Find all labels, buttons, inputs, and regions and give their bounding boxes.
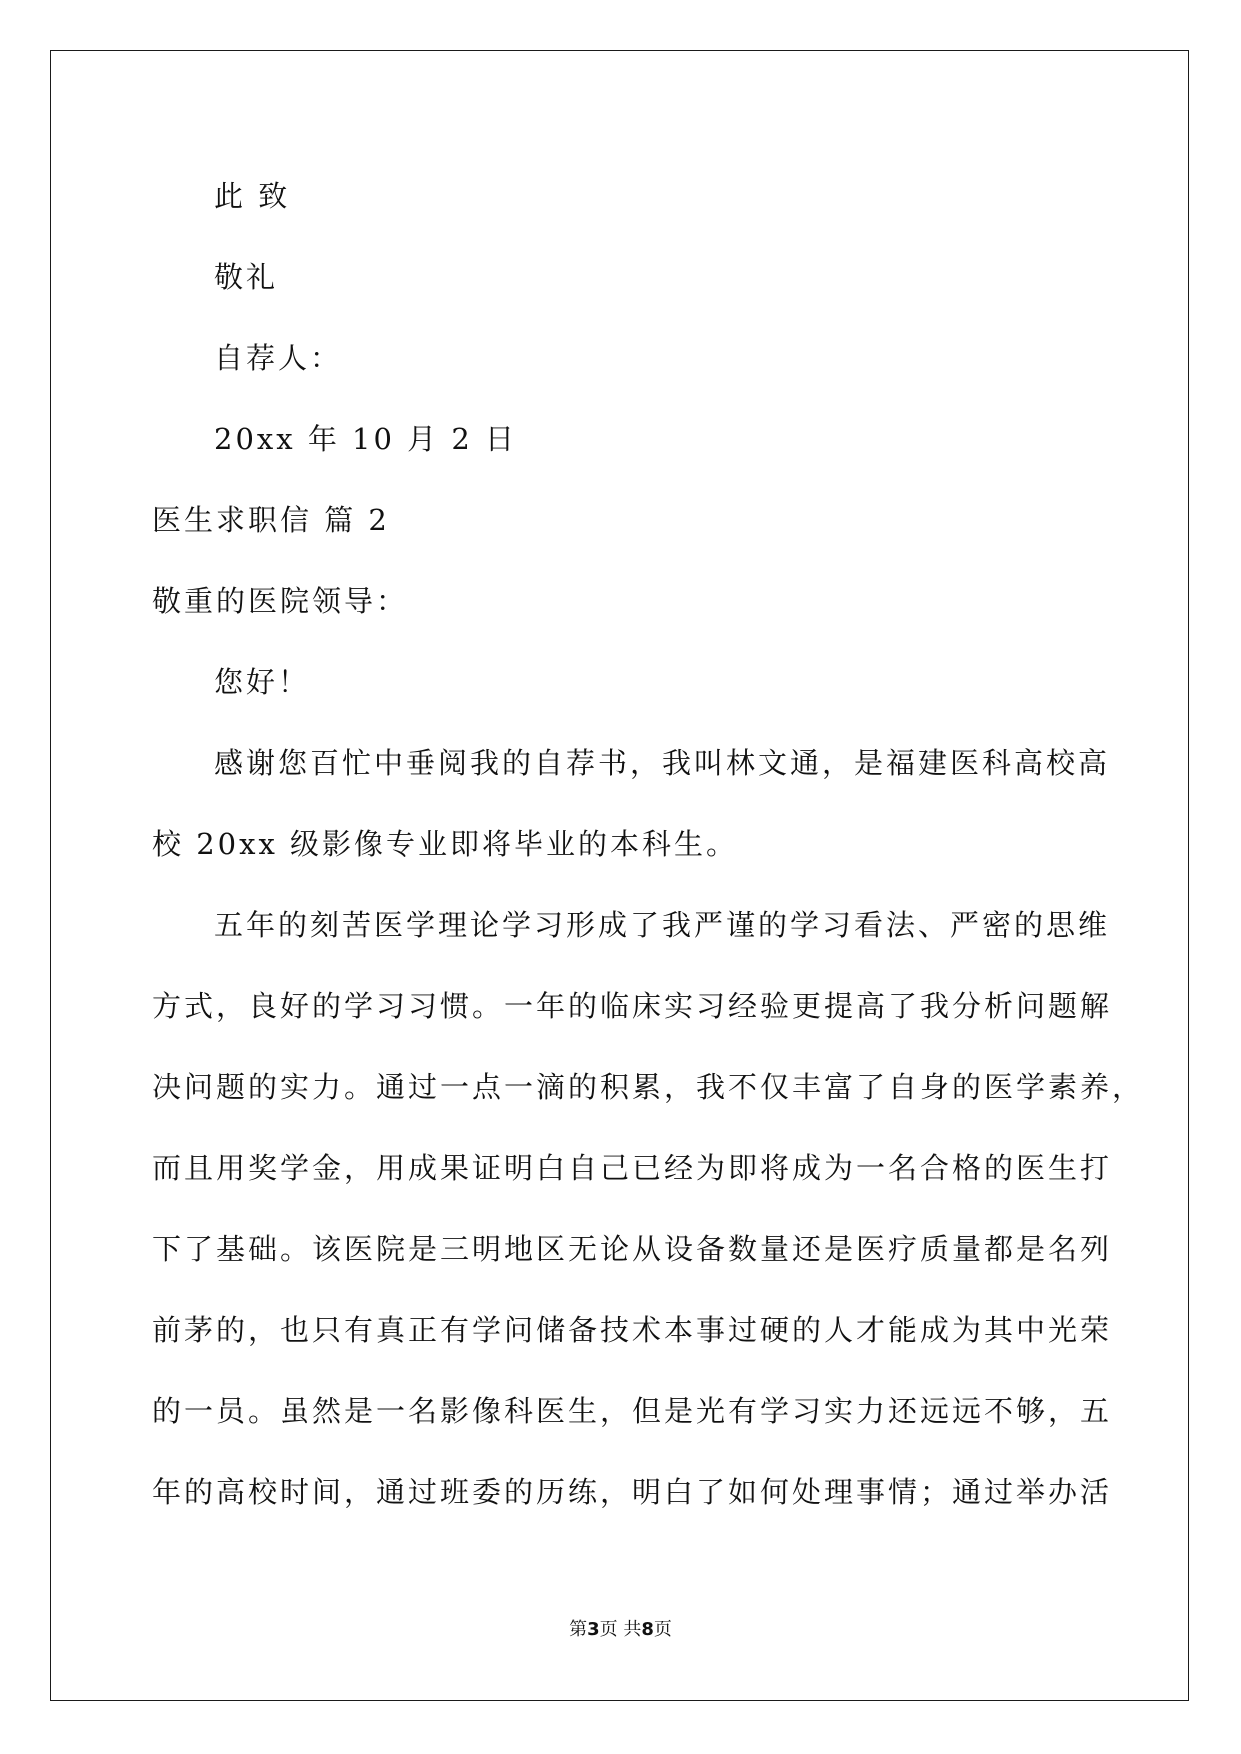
page-prefix: 第 (569, 1619, 588, 1640)
paragraph-line: 下了基础。该医院是三明地区无论从设备数量还是医疗质量都是名列 (152, 1232, 1113, 1266)
paragraph-line: 方式，良好的学习习惯。一年的临床实习经验更提高了我分析问题解 (152, 989, 1113, 1023)
section-title: 医生求职信 篇 2 (152, 503, 390, 537)
total-page-number: 8 (641, 1619, 654, 1640)
paragraph-line: 而且用奖学金，用成果证明白自己已经为即将成为一名合格的医生打 (152, 1151, 1113, 1185)
paragraph-line: 五年的刻苦医学理论学习形成了我严谨的学习看法、严密的思维 (214, 908, 1111, 942)
date-line: 20xx 年 10 月 2 日 (214, 422, 518, 456)
paragraph-line: 前茅的，也只有真正有学问储备技术本事过硬的人才能成为其中光荣 (152, 1313, 1113, 1347)
paragraph-line: 校 20xx 级影像专业即将毕业的本科生。 (152, 827, 739, 861)
closing-regards: 敬礼 (214, 260, 279, 294)
paragraph-line: 年的高校时间，通过班委的历练，明白了如何处理事情；通过举办活 (152, 1475, 1113, 1509)
letter-body (152, 156, 1145, 1533)
salutation: 敬重的医院领导： (152, 584, 409, 618)
paragraph-line: 感谢您百忙中垂阅我的自荐书，我叫林文通，是福建医科高校高 (214, 746, 1111, 780)
page-number-footer (0, 1615, 1241, 1641)
current-page-number: 3 (587, 1619, 600, 1640)
closing-line: 此 致 (214, 179, 291, 213)
page-suffix: 页 (653, 1619, 672, 1640)
page-mid: 页 共 (599, 1619, 642, 1640)
greeting: 您好！ (214, 665, 311, 699)
paragraph-line: 决问题的实力。通过一点一滴的积累，我不仅丰富了自身的医学素养， (152, 1070, 1145, 1104)
signature-line: 自荐人： (214, 341, 343, 375)
paragraph-line: 的一员。虽然是一名影像科医生，但是光有学习实力还远远不够，五 (152, 1394, 1113, 1428)
